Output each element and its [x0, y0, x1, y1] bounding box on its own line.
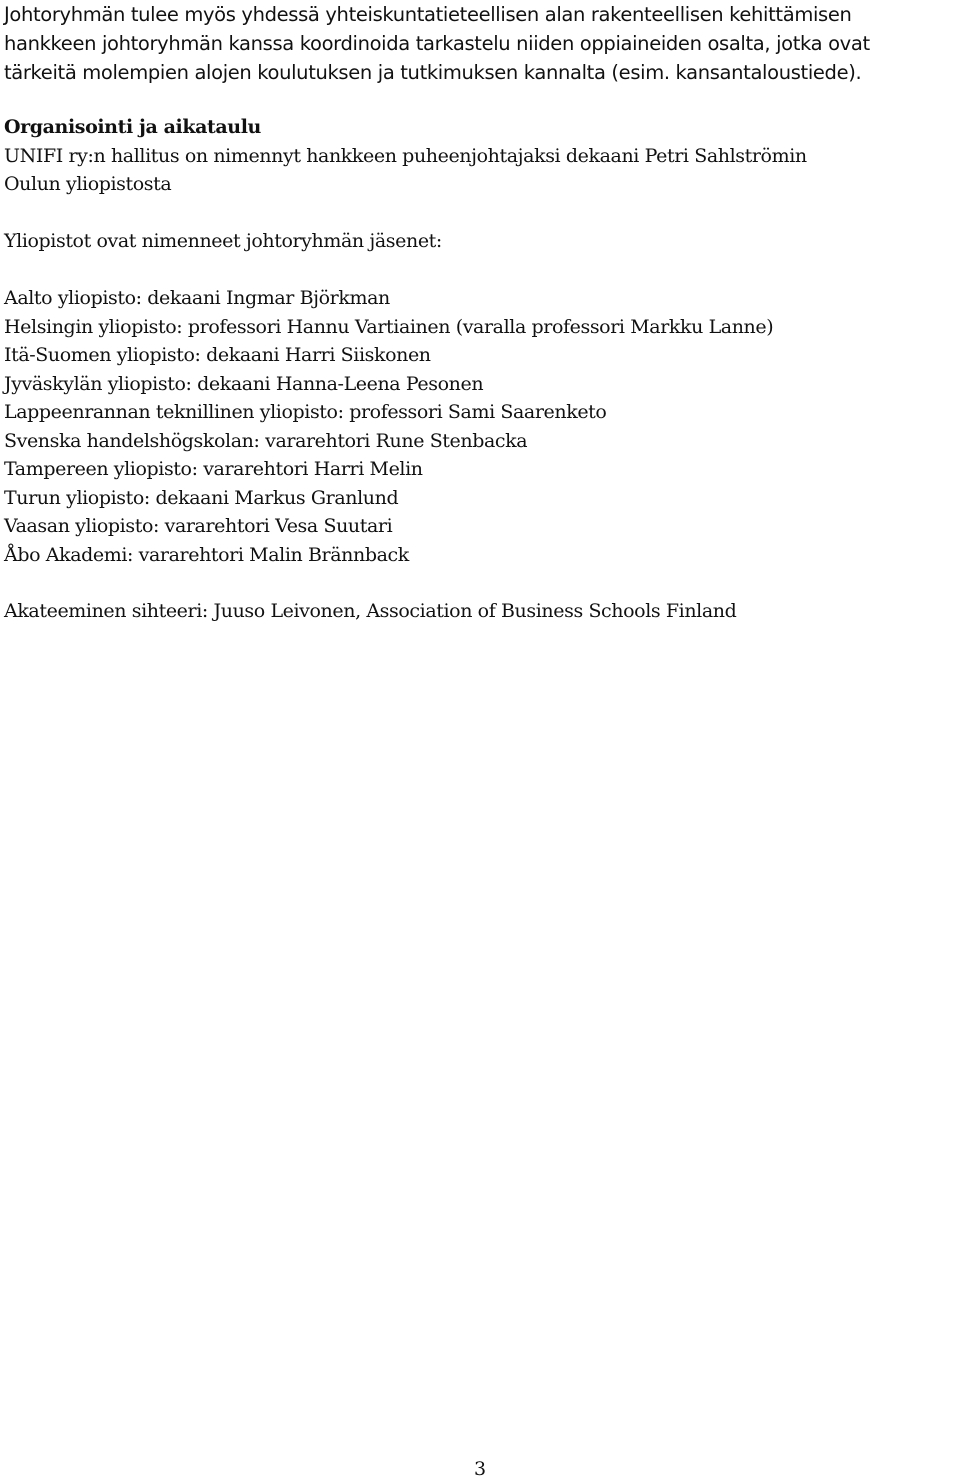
member-item: Itä-Suomen yliopisto: dekaani Harri Siiskonen [4, 344, 431, 366]
members-intro-block [4, 227, 954, 256]
intro-line: tärkeitä molempien alojen koulutuksen ja tutkimuksen kannalta (esim. kansantaloustiede). [4, 61, 862, 84]
secretary-line: Akateeminen sihteeri: Juuso Leivonen, Association of Business Schools Finland [4, 600, 737, 622]
member-item: Lappeenrannan teknillinen yliopisto: professori Sami Saarenketo [4, 401, 607, 423]
section-organisation [4, 113, 954, 199]
member-item: Turun yliopisto: dekaani Markus Granlund [4, 486, 399, 509]
intro-line: hankkeen johtoryhmän kanssa koordinoida tarkastelu niiden oppiaineiden osalta, jotka ovat [4, 32, 870, 55]
member-item: Åbo Akademi: vararehtori Malin Brännback [4, 543, 409, 566]
chair-line: UNIFI ry:n hallitus on nimennyt hankkeen puheenjohtajaksi dekaani Petri Sahlströmin [4, 144, 807, 167]
section-heading: Organisointi ja aikataulu [4, 116, 261, 138]
secretary-block [4, 597, 954, 626]
member-item: Tampereen yliopisto: vararehtori Harri Melin [4, 458, 423, 480]
member-item: Svenska handelshögskolan: vararehtori Rune Stenbacka [4, 429, 528, 452]
members-intro: Yliopistot ovat nimenneet johtoryhmän jäsenet: [4, 230, 442, 252]
chair-line: Oulun yliopistosta [4, 173, 172, 195]
member-item: Vaasan yliopisto: vararehtori Vesa Suutari [4, 515, 393, 537]
member-item: Jyväskylän yliopisto: dekaani Hanna-Leena Pesonen [4, 372, 484, 395]
members-list [4, 284, 954, 569]
intro-paragraph [4, 0, 954, 87]
intro-line: Johtoryhmän tulee myös yhdessä yhteiskuntatieteellisen alan rakenteellisen kehittämisen [4, 3, 852, 26]
member-item: Aalto yliopisto: dekaani Ingmar Björkman [4, 287, 390, 309]
member-item: Helsingin yliopisto: professori Hannu Vartiainen (varalla professori Markku Lanne) [4, 315, 774, 338]
page-number: 3 [473, 1458, 487, 1480]
